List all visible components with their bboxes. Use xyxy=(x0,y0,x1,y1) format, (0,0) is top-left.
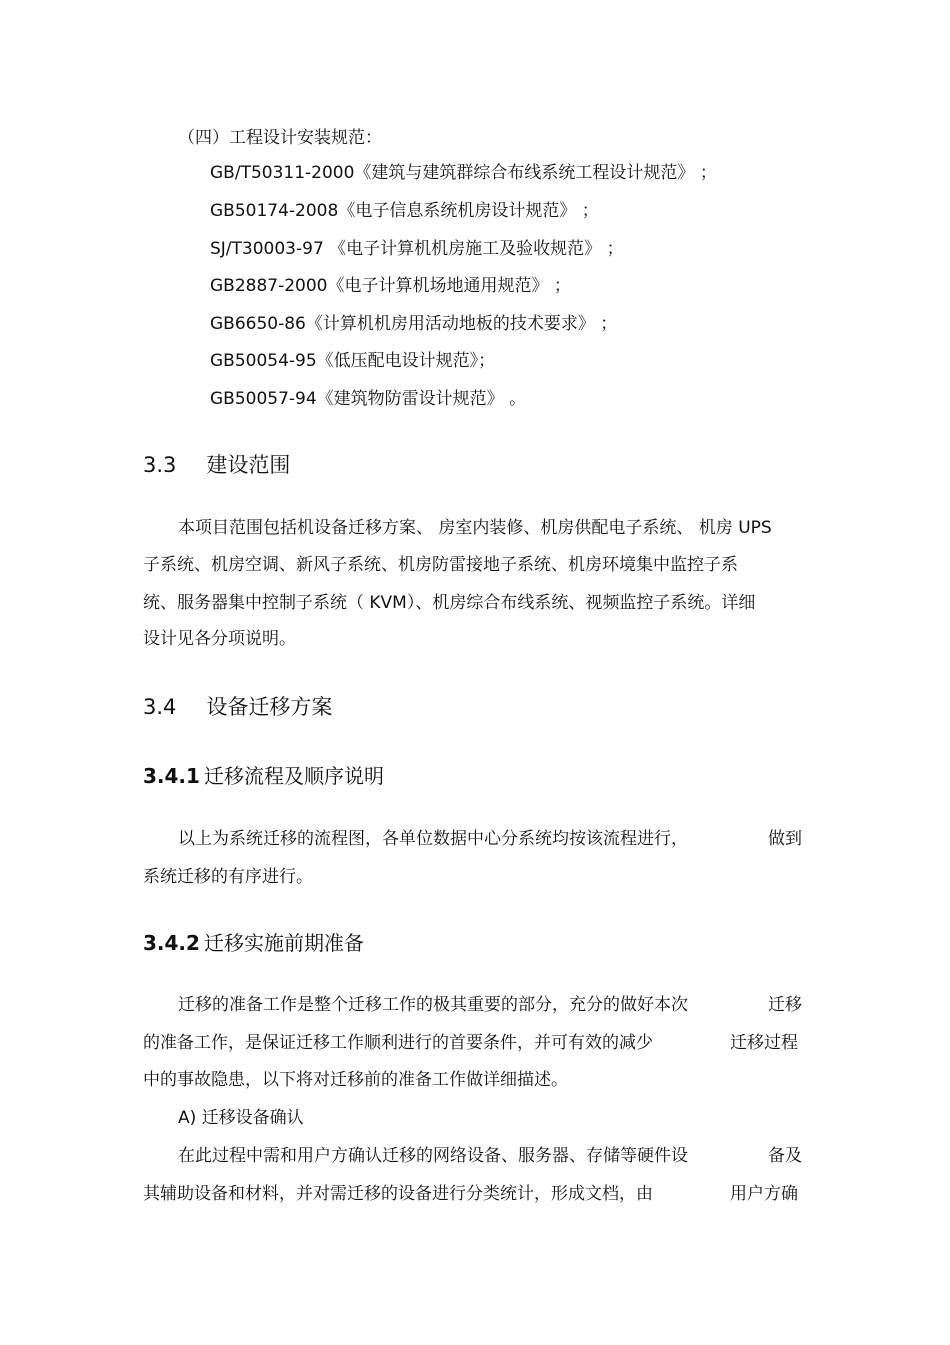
section-title: 迁移实施前期准备 xyxy=(203,931,364,955)
paragraph-line: 中的事故隐患，以下将对迁移前的准备工作做详细描述。 xyxy=(143,1070,568,1090)
section-title: 迁移流程及顺序说明 xyxy=(203,764,384,788)
paragraph-line: 的准备工作，是保证迁移工作顺利进行的首要条件，并可有效的减少 xyxy=(143,1033,653,1053)
paragraph-line: 其辅助设备和材料，并对需迁移的设备进行分类统计，形成文档，由 xyxy=(143,1184,653,1204)
paragraph-line: 系统迁移的有序进行。 xyxy=(143,867,313,887)
section-number: 3.4 xyxy=(143,695,177,719)
standard-item: GB6650-86《计算机机房用活动地板的技术要求》 ； xyxy=(210,314,618,334)
paragraph-line-end: 迁移过程 xyxy=(730,1033,798,1053)
standard-item: GB2887-2000《电子计算机场地通用规范》 ； xyxy=(210,276,571,296)
standard-item: GB50174-2008《电子信息系统机房设计规范》 ； xyxy=(210,201,599,221)
standard-item: GB50054-95《低压配电设计规范》； xyxy=(210,351,496,371)
paragraph-line-end: 做到 xyxy=(768,829,802,849)
section-3-4-1-heading xyxy=(143,763,384,789)
section-number: 3.4.1 xyxy=(143,764,200,788)
section-3-3-heading xyxy=(143,452,290,478)
section-number: 3.4.2 xyxy=(143,931,200,955)
paragraph-line: 子系统、机房空调、新风子系统、机房防雷接地子系统、机房环境集中监控子系 xyxy=(143,555,738,575)
section-title: 建设范围 xyxy=(206,453,291,477)
paragraph-line-end: 迁移 xyxy=(768,995,802,1015)
standard-item: GB50057-94《建筑物防雷设计规范》 。 xyxy=(210,389,527,409)
standard-item: GB/T50311-2000《建筑与建筑群综合布线系统工程设计规范》 ； xyxy=(210,163,717,183)
section-3-4-heading xyxy=(143,694,332,720)
standard-item: SJ/T30003-97 《电子计算机机房施工及验收规范》 ； xyxy=(210,239,624,259)
paragraph-line: 统、服务器集中控制子系统（ KVM）、机房综合布线系统、视频监控子系统。详细 xyxy=(143,593,756,613)
section-number: 3.3 xyxy=(143,453,177,477)
standards-heading: （四）工程设计安装规范： xyxy=(178,128,382,148)
paragraph-line: 以上为系统迁移的流程图，各单位数据中心分系统均按该流程进行， xyxy=(178,829,688,849)
section-title: 设备迁移方案 xyxy=(206,695,333,719)
paragraph-line: 在此过程中需和用户方确认迁移的网络设备、服务器、存储等硬件设 xyxy=(178,1146,688,1166)
paragraph-line-end: 用户方确 xyxy=(730,1184,798,1204)
paragraph-line-end: 备及 xyxy=(768,1146,802,1166)
paragraph-line: 迁移的准备工作是整个迁移工作的极其重要的部分，充分的做好本次 xyxy=(178,995,688,1015)
list-item-a: A) 迁移设备确认 xyxy=(178,1108,304,1128)
paragraph-line: 本项目范围包括机设备迁移方案、 房室内装修、机房供配电子系统、 机房 UPS xyxy=(178,518,772,538)
paragraph-line: 设计见各分项说明。 xyxy=(143,629,296,649)
section-3-4-2-heading xyxy=(143,930,364,956)
